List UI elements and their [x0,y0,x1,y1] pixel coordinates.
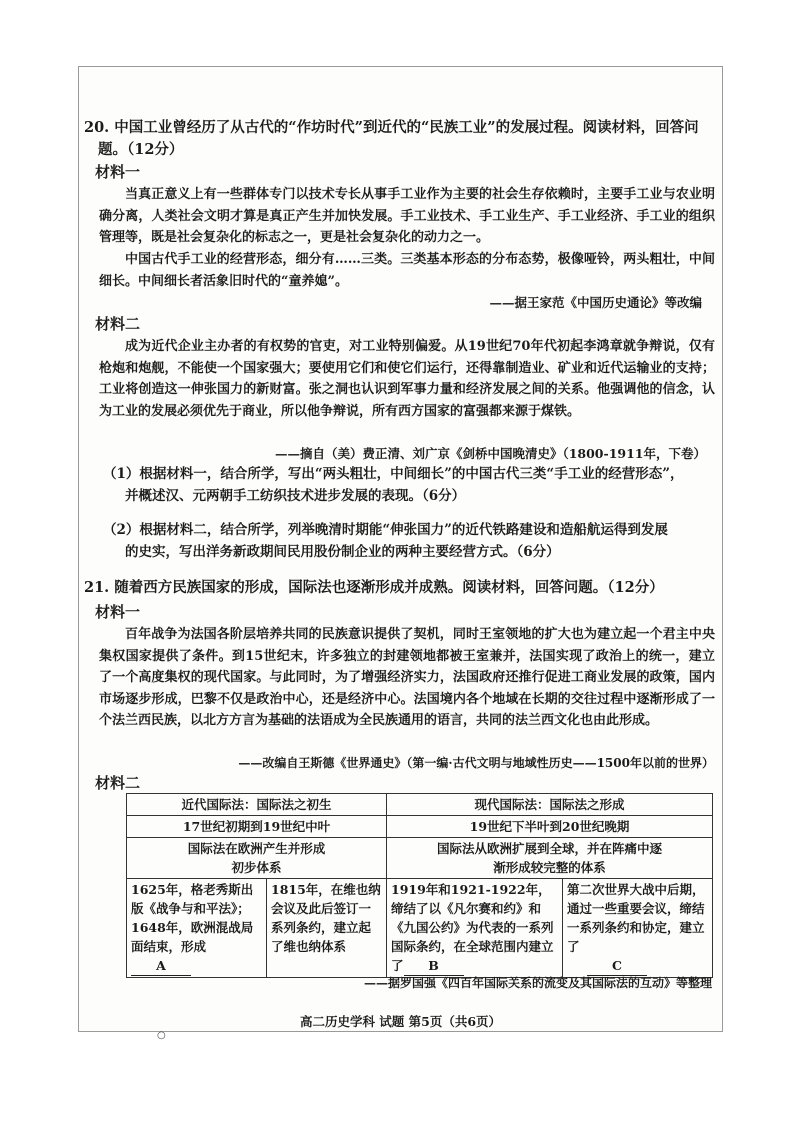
q20-material1-label: 材料一 [95,163,141,181]
blank-b: B [404,956,464,976]
international-law-table [126,793,713,978]
q20-material1-source: ——据王家范《中国历史通论》等改编 [489,295,702,310]
q21-stem: 21. 随着西方民族国家的形成，国际法也逐渐形成并成熟。阅读材料，回答问题。（12分） [84,579,664,596]
cell-postwar-text: 第二次世界大战中后期，通过一些重要会议，缔结一系列条约和协定，建立了 [567,882,705,954]
cell-versailles-text: 1919年和1921-1922年，缔结了以《凡尔赛和约》和《九国公约》为代表的一系列国际条约，在全球范围内建立了 [391,882,554,973]
cell-vienna: 1815年，在维也纳会议及此后签订一系列条约，建立起了维也纳体系 [267,879,387,978]
q20-subquestion-1 [103,464,719,507]
modern-law-header: 近代国际法：国际法之初生 [127,794,387,816]
q21-material2-label: 材料二 [95,774,141,792]
contemporary-law-description: 国际法从欧洲扩展到全球，并在阵痛中逐渐形成较完整的体系 [387,838,713,879]
q21-material2-source: ——据罗国强《四百年国际关系的流变及其国际法的互动》等整理 [363,976,712,990]
q21-material1-source: ——改编自王斯德《世界通史》（第一编·古代文明与地域性历史——1500年以前的世界） [238,756,714,770]
q20-material1-para2: 中国古代手工业的经营形态，细分有……三类。三类基本形态的分布态势，极像哑铃，两头粗壮，中间细长。中间细长者活象旧时代的“童养媳”。 [99,252,715,289]
contemporary-law-period: 19世纪下半叶到20世纪晚期 [387,816,713,838]
cell-westphalia-text: 1625年，格老秀斯出版《战争与和平法》；1648年，欧洲混战局面结束，形成 [131,882,254,954]
q20-sub2-line2: 的史实，写出洋务新政期间民用股份制企业的两种主要经营方式。（6分） [125,543,560,560]
table-row [127,838,713,879]
q20-material2-source: ——摘自（美）费正清、刘广京《剑桥中国晚清史》（1800-1911年，下卷） [274,446,706,461]
blank-c: C [587,956,647,976]
q20-material2-label: 材料二 [95,315,141,333]
q20-sub1-line2: 并概述汉、元两朝手工纺织技术进步发展的表现。（6分） [125,487,466,504]
cell-postwar [563,879,713,978]
table-row [127,816,713,838]
q20-stem [84,117,719,161]
q20-material2-para1: 成为近代企业主办者的有权势的官吏，对工业特别偏爱。从19世纪70年代初起李鸿章就争辩说，仅有枪炮和炮舰，不能使一个国家强大；要使用它们和使它们运行，还得靠制造业、矿业和近代运输业的支持；工业将创造这一伸张国力的新财富。张之洞也认识到军事力量和经济发展之间的关系。他强调他的信念，认为工业的发展必须优先于商业，所以他争辩说，所有西方国家的富强都来源于煤铁。 [99,339,715,419]
cell-versailles-washington [387,879,563,978]
stray-mark: ○ [157,1030,166,1041]
q21-material1-label: 材料一 [95,603,141,621]
blank-a: A [131,956,191,976]
q20-material1-para1: 当真正意义上有一些群体专门以技术专长从事手工业作为主要的社会生存依赖时，主要手工业与农业明确分离，人类社会文明才算是真正产生并加快发展。手工业技术、手工业生产、手工业经济、手工业的组织管理等，既是社会复杂化的标志之一，更是社会复杂化的动力之一。 [99,187,715,245]
q20-subquestion-2 [103,520,719,563]
modern-law-period: 17世纪初期到19世纪中叶 [127,816,387,838]
cell-westphalia [127,879,267,978]
q20-sub2-line1: （2）根据材料二，结合所学，列举晚清时期能“伸张国力”的近代铁路建设和造船航运得到发展 [103,522,668,538]
table-row [127,879,713,978]
q20-stem-line1: 20. 中国工业曾经历了从古代的“作坊时代”到近代的“民族工业”的发展过程。阅读材料，回答问 [84,119,699,136]
table-row [127,794,713,816]
q21-material1-para1: 百年战争为法国各阶层培养共同的民族意识提供了契机，同时王室领地的扩大也为建立起一个君主中央集权国家提供了条件。到15世纪末，许多独立的封建领地都被王室兼并，法国实现了政治上的统一，建立了一个高度集权的现代国家。与此同时，为了增强经济实力，法国政府还推行促进工商业发展的政策，国内市场逐步形成，巴黎不仅是政治中心，还是经济中心。法国境内各个地域在长期的交往过程中逐渐形成了一个法兰西民族，以北方方言为基础的法语成为全民族通用的语言，共同的法兰西文化也由此形成。 [99,627,715,728]
q20-stem-line2: 题。（12分） [98,141,184,158]
q20-sub1-line1: （1）根据材料一，结合所学，写出“两头粗壮，中间细长”的中国古代三类“手工业的经营形态”， [103,466,684,482]
page-footer: 高二历史学科 试题 第5页（共6页） [299,1014,502,1029]
modern-law-description: 国际法在欧洲产生并形成初步体系 [127,838,387,879]
contemporary-law-header: 现代国际法：国际法之形成 [387,794,713,816]
